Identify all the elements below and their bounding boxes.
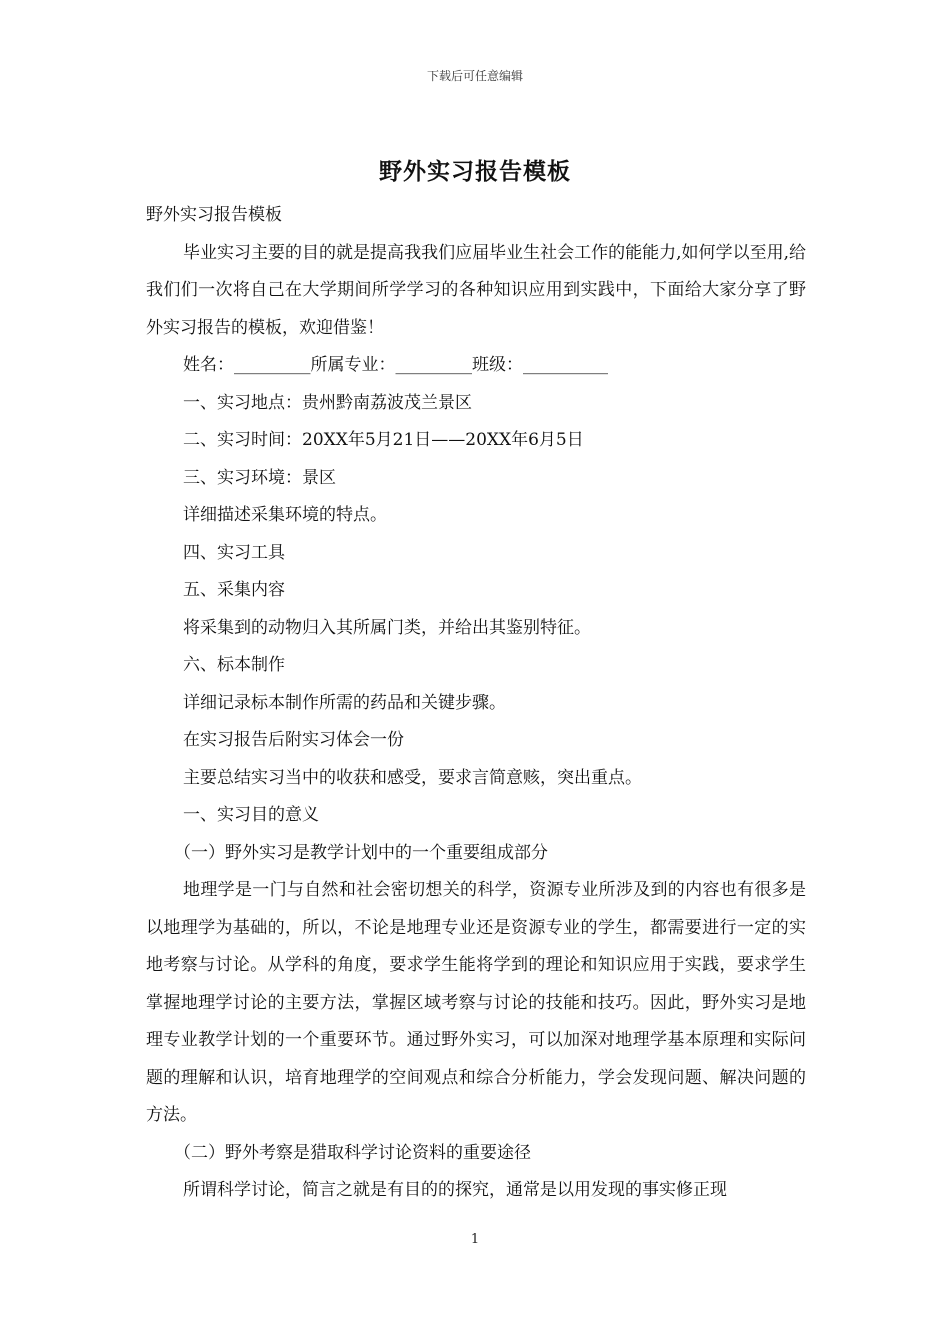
document-body [146, 197, 806, 1210]
collection-description: 将采集到的动物归入其所属门类，并给出其鉴别特征。 [183, 617, 591, 638]
subsection-1-heading: （一）野外实习是教学计划中的一个重要组成部分 [174, 842, 548, 863]
form-line: 姓名：_________所属专业：_________班级：__________ [183, 355, 608, 375]
section-purpose: 一、实习目的意义 [183, 805, 319, 825]
document-title: 野外实习报告模板 [379, 158, 571, 185]
subsection-2-body: 所谓科学讨论，简言之就是有目的的探究，通常是以用发现的事实修正现 [183, 1180, 727, 1200]
subsection-2-heading: （二）野外考察是猎取科学讨论资料的重要途径 [174, 1142, 531, 1163]
section-specimen: 六、标本制作 [183, 655, 285, 675]
appendix-description: 主要总结实习当中的收获和感受，要求言简意赅，突出重点。 [183, 767, 642, 788]
environment-description: 详细描述采集环境的特点。 [183, 505, 387, 525]
subsection-1-body: 地理学是一门与自然和社会密切想关的科学，资源专业所涉及到的内容也有很多是以地理学为基础的，所以，不论是地理专业还是资源专业的学生，都需要进行一定的实地考察与讨论。从学科的角度，要求学生能将学到的理论和知识应用于实践，要求学生掌握地理学讨论的主要方法，掌握区域考察与讨论的技能和技巧。因此，野外实习是地理专业教学计划的一个重要环节。通过野外实习，可以加深对地理学基本原理和实际问题的理解和认识，培育地理学的空间观点和综合分析能力，学会发现问题、解决问题的方法。 [146, 880, 806, 1125]
appendix-note: 在实习报告后附实习体会一份 [183, 730, 404, 750]
section-collection: 五、采集内容 [183, 580, 285, 600]
section-time: 二、实习时间：20XX年5月21日——20XX年6月5日 [183, 430, 584, 450]
section-environment: 三、实习环境：景区 [183, 467, 336, 488]
page-number: 1 [470, 1232, 480, 1247]
header-note: 下载后可任意编辑 [426, 69, 523, 83]
subtitle: 野外实习报告模板 [146, 205, 282, 225]
section-location: 一、实习地点：贵州黔南荔波茂兰景区 [183, 392, 472, 413]
intro-paragraph: 毕业实习主要的目的就是提高我我们应届毕业生社会工作的能能力,如何学以至用,给我们们一次将自己在大学期间所学学习的各种知识应用到实践中，下面给大家分享了野外实习报告的模板，欢迎借鉴！ [146, 242, 806, 338]
section-tools: 四、实习工具 [183, 542, 285, 563]
specimen-description: 详细记录标本制作所需的药品和关键步骤。 [183, 692, 506, 713]
